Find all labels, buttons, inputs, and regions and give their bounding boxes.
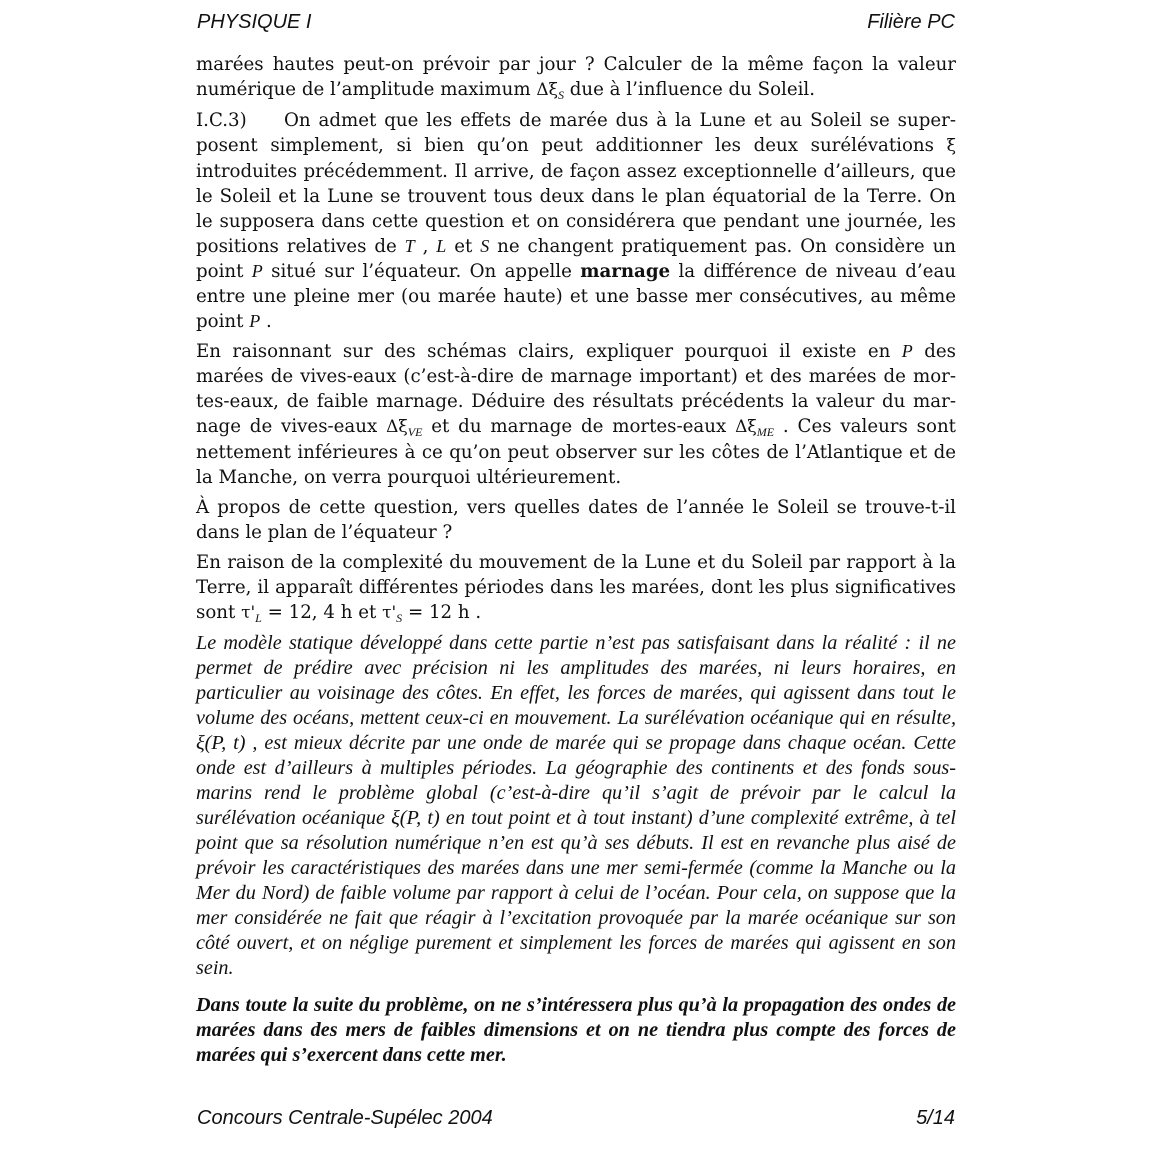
math-subscript: S — [396, 611, 403, 625]
text-run: Le modèle statique développé dans cette partie n’est pas satisfaisant dans la réalité : il ne permet de prédire avec précision ni les amplitudes des marées, ni leurs horaires, en particulier au voisinage des côtes. En effet, les forces de marées, qui agissent dans tout le volume des océans, mettent ceux-ci en mouvement. La surélévation océanique qui en résulte, — [196, 632, 956, 729]
text-run: En raison de la complexité du mouvement de la Lune et du Soleil par rapport à la Terre, il apparaît différentes périodes dans les marées, dont les plus significatives sont — [196, 552, 956, 623]
text-run: . — [469, 602, 482, 623]
math-expression: ξ(P, t) — [391, 807, 440, 829]
text-run: en tout point et à tout instant) d’une complexité extrême, à tel point que sa résolution numérique n’en est qu’à ses débuts. Il est en revanche plus aisé de prévoir les caractéristiques des marées dans une mer semi-fermée (comme la Manche ou la Mer du Nord) de faible volume par rapport à celui de l’océan. Pour cela, on suppose que la mer considérée ne fait que réagir à l’excitation provoquée par la marée océanique sur son côté ouvert, et on néglige purement et simplement les forces de marées qui agissent en son sein. — [196, 807, 956, 979]
text-run: , est mieux décrite par une onde de marée qui se propage dans chaque océan. Cette onde est d’ailleurs à multiples périodes. La géographie des continents et des fonds sous-marins rend le problème global (c’est-à-dire qu’il s’agit de prévoir par le calcul la surélévation océanique — [196, 732, 956, 829]
text-run: , — [414, 236, 437, 257]
footer-left: Concours Centrale-Supélec 2004 — [197, 1107, 493, 1129]
paragraph-periods — [196, 550, 956, 626]
paragraph-question-IC3 — [196, 108, 956, 334]
text-run: et du marnage de mortes-eaux — [422, 416, 736, 437]
math-value: = 12 h — [402, 602, 470, 623]
paragraph-bold-italic-note: Dans toute la suite du problème, on ne s’intéressera plus qu’à la propagation des ondes de marées dans des mers de faibles dimensions et on ne tiendra plus compte des forces de marées qui s’exercent dans cette mer. — [196, 994, 956, 1066]
text-run: introduites précédemment. Il arrive, de façon assez exceptionnelle d’ailleurs, que le Soleil et la Lune se trouvent tous deux dans le plan équatorial de la Terre. On le supposera dans cette question et on considérera que pendant une journée, les positions relatives de — [196, 161, 956, 257]
math-subscript: S — [558, 88, 564, 102]
text-run: due à l’influence du Soleil. — [564, 79, 816, 100]
paragraph-equinox: À propos de cette question, vers quelles dates de l’année le Soleil se trouve-t-il dans le plan de l’équateur ? — [196, 497, 956, 543]
paragraph-italic-model — [196, 631, 956, 981]
text-run: En raisonnant sur des schémas clairs, expliquer pourquoi il existe en — [196, 341, 902, 362]
math-subscript: L — [255, 611, 262, 625]
math-value: = 12, 4 h — [261, 602, 353, 623]
math-symbol: τ' — [382, 603, 397, 623]
text-run: ne changent pratiquement pas. On considère un point — [196, 236, 956, 282]
page-number: 5/14 — [916, 1107, 955, 1129]
math-subscript: VE — [407, 425, 423, 439]
text-run: et — [352, 602, 383, 623]
math-symbol: Δξ — [386, 417, 408, 437]
math-symbol: P — [249, 311, 261, 331]
text-run: . — [260, 311, 272, 332]
math-symbol: T — [404, 236, 415, 256]
math-symbol: Δξ — [735, 417, 757, 437]
paragraph-continuation — [196, 52, 956, 103]
text-run: et — [446, 236, 481, 257]
text-run: On admet que les effets de marée dus à la Lune et au Soleil se superposent simplement, si bien qu’on peut additionner les deux surélévations — [196, 110, 956, 156]
header-right: Filière PC — [867, 11, 955, 33]
text-run: . Ces valeurs sont nettement inférieures à ce qu’on peut observer sur les côtes de l’Atlantique et de la Manche, on verra pourquoi ultérieurement. — [196, 416, 956, 488]
page-body — [196, 52, 956, 1073]
math-subscript: ME — [756, 425, 775, 439]
math-symbol: L — [436, 236, 447, 256]
question-label: I.C.3) — [196, 110, 247, 131]
text-run: situé sur l’équateur. On appelle — [262, 261, 581, 282]
math-symbol: ξ — [946, 136, 956, 156]
math-symbol: S — [480, 236, 490, 256]
header-left: PHYSIQUE I — [197, 11, 312, 33]
math-symbol: Δξ — [536, 80, 558, 100]
paragraph-schemas — [196, 339, 956, 490]
math-symbol: τ' — [241, 603, 256, 623]
math-symbol: P — [901, 341, 913, 361]
text-run: marées hautes peut-on prévoir par jour ? Calculer de la même façon la valeur numérique de l’amplitude maximum — [196, 54, 956, 100]
math-symbol: P — [251, 261, 263, 281]
math-expression: ξ(P, t) — [196, 732, 246, 754]
text-run: des marées de vives-eaux (c’est-à-dire de marnage important) et des marées de mortes-eaux, de faible marnage. Déduire des résultats précédents la valeur du marnage de vives-eaux — [196, 341, 956, 437]
text-run: la différence de niveau d’eau entre une pleine mer (ou marée haute) et une basse mer consécutives, au même point — [196, 261, 956, 332]
bold-term: marnage — [580, 261, 671, 282]
